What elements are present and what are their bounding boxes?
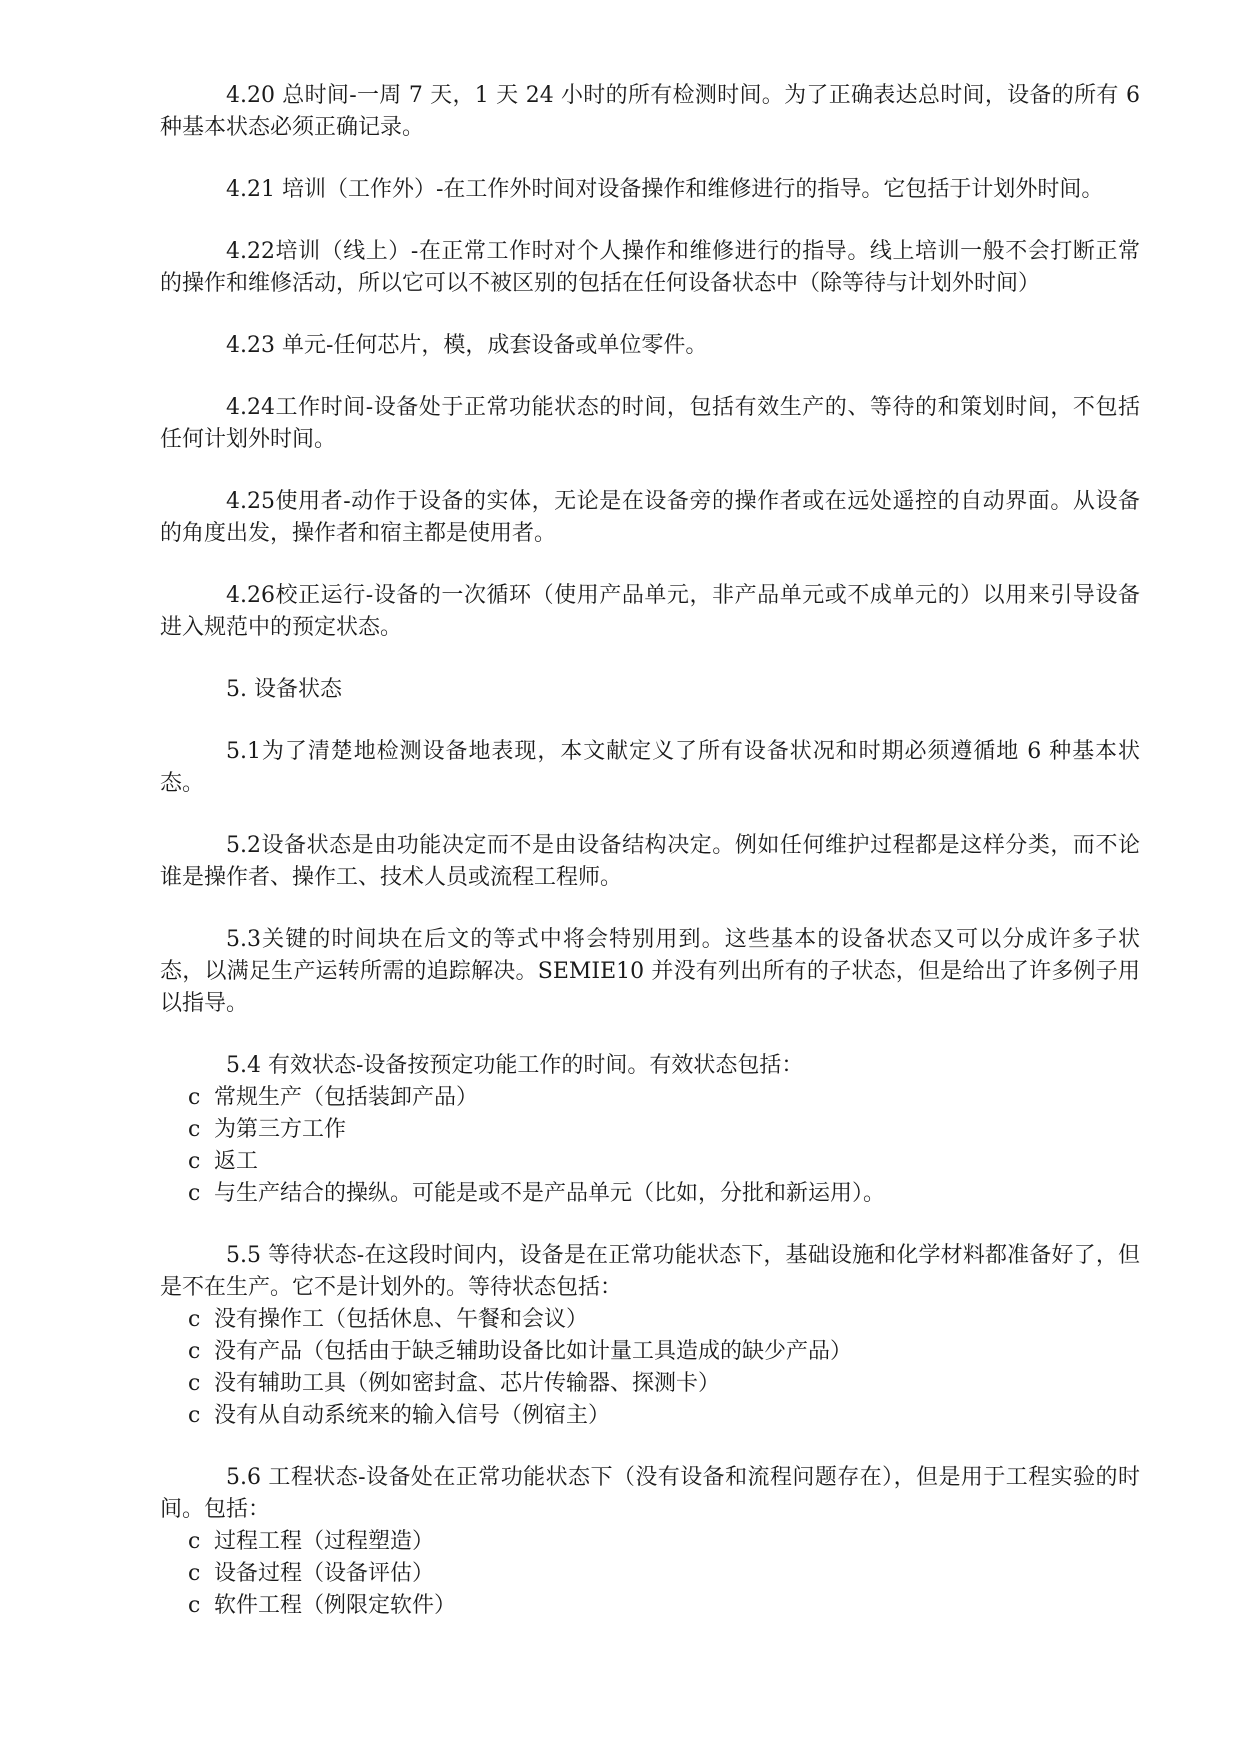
bullet-marker: c bbox=[188, 1149, 201, 1174]
list-item bbox=[188, 1336, 1140, 1368]
bullet-marker: c bbox=[188, 1593, 201, 1618]
list-item bbox=[188, 1146, 1140, 1178]
bullet-marker: c bbox=[188, 1339, 201, 1364]
list-item-text: 返工 bbox=[214, 1149, 259, 1174]
paragraph-4-20: 4.20 总时间-一周 7 天，1 天 24 小时的所有检测时间。为了正确表达总时间，设备的所有 6 种基本状态必须正确记录。 bbox=[160, 83, 1140, 140]
list-item-text: 为第三方工作 bbox=[214, 1117, 347, 1142]
list-5-5 bbox=[160, 1304, 1140, 1432]
paragraph-5-5: 5.5 等待状态-在这段时间内，设备是在正常功能状态下，基础设施和化学材料都准备好了，但是不在生产。它不是计划外的。等待状态包括： bbox=[160, 1243, 1140, 1300]
paragraph-5-3: 5.3关键的时间块在后文的等式中将会特别用到。这些基本的设备状态又可以分成许多子状态，以满足生产运转所需的追踪解决。SEMIE10 并没有列出所有的子状态，但是给出了许多例子用以指导。 bbox=[160, 927, 1140, 1016]
paragraph-4-25: 4.25使用者-动作于设备的实体，无论是在设备旁的操作者或在远处遥控的自动界面。从设备的角度出发，操作者和宿主都是使用者。 bbox=[160, 489, 1140, 546]
paragraph-4-22: 4.22培训（线上）-在正常工作时对个人操作和维修进行的指导。线上培训一般不会打断正常的操作和维修活动，所以它可以不被区别的包括在任何设备状态中（除等待与计划外时间） bbox=[160, 239, 1140, 296]
bullet-marker: c bbox=[188, 1085, 201, 1110]
paragraph-5-2: 5.2设备状态是由功能决定而不是由设备结构决定。例如任何维护过程都是这样分类，而不论谁是操作者、操作工、技术人员或流程工程师。 bbox=[160, 833, 1140, 890]
paragraph-5-4: 5.4 有效状态-设备按预定功能工作的时间。有效状态包括： bbox=[226, 1053, 804, 1078]
list-item bbox=[188, 1178, 1140, 1210]
paragraph-5-6: 5.6 工程状态-设备处在正常功能状态下（没有设备和流程问题存在），但是用于工程实验的时间。包括： bbox=[160, 1465, 1140, 1522]
list-item-text: 没有产品（包括由于缺乏辅助设备比如计量工具造成的缺少产品） bbox=[214, 1339, 853, 1364]
paragraph-4-21: 4.21 培训（工作外）-在工作外时间对设备操作和维修进行的指导。它包括于计划外时间。 bbox=[226, 177, 1104, 202]
paragraph-4-24: 4.24工作时间-设备处于正常功能状态的时间，包括有效生产的、等待的和策划时间，不包括任何计划外时间。 bbox=[160, 395, 1140, 452]
list-item-text: 没有操作工（包括休息、午餐和会议） bbox=[214, 1307, 589, 1332]
list-item bbox=[188, 1590, 1140, 1622]
paragraph-5-1: 5.1为了清楚地检测设备地表现，本文献定义了所有设备状况和时期必须遵循地 6 种基本状态。 bbox=[160, 739, 1140, 796]
list-item-text: 常规生产（包括装卸产品） bbox=[214, 1085, 479, 1110]
paragraph-4-26: 4.26校正运行-设备的一次循环（使用产品单元，非产品单元或不成单元的）以用来引导设备进入规范中的预定状态。 bbox=[160, 583, 1140, 640]
document-page bbox=[160, 80, 1140, 1652]
list-item-text: 过程工程（过程塑造） bbox=[214, 1529, 435, 1554]
bullet-marker: c bbox=[188, 1307, 201, 1332]
bullet-marker: c bbox=[188, 1181, 201, 1206]
bullet-marker: c bbox=[188, 1117, 201, 1142]
list-item-text: 与生产结合的操纵。可能是或不是产品单元（比如，分批和新运用）。 bbox=[214, 1181, 886, 1206]
paragraph-4-23: 4.23 单元-任何芯片，模，成套设备或单位零件。 bbox=[226, 333, 708, 358]
bullet-marker: c bbox=[188, 1403, 201, 1428]
bullet-marker: c bbox=[188, 1529, 201, 1554]
list-item-text: 没有从自动系统来的输入信号（例宿主） bbox=[214, 1403, 611, 1428]
list-item-text: 设备过程（设备评估） bbox=[214, 1561, 435, 1586]
section-heading-5: 5. 设备状态 bbox=[226, 677, 342, 702]
list-item-text: 软件工程（例限定软件） bbox=[214, 1593, 457, 1618]
bullet-marker: c bbox=[188, 1371, 201, 1396]
list-item bbox=[188, 1400, 1140, 1432]
list-item bbox=[188, 1368, 1140, 1400]
list-item bbox=[188, 1304, 1140, 1336]
bullet-marker: c bbox=[188, 1561, 201, 1586]
list-item bbox=[188, 1082, 1140, 1114]
list-item-text: 没有辅助工具（例如密封盒、芯片传输器、探测卡） bbox=[214, 1371, 721, 1396]
list-5-4 bbox=[160, 1082, 1140, 1210]
list-item bbox=[188, 1526, 1140, 1558]
list-item bbox=[188, 1114, 1140, 1146]
list-item bbox=[188, 1558, 1140, 1590]
list-5-6 bbox=[160, 1526, 1140, 1622]
